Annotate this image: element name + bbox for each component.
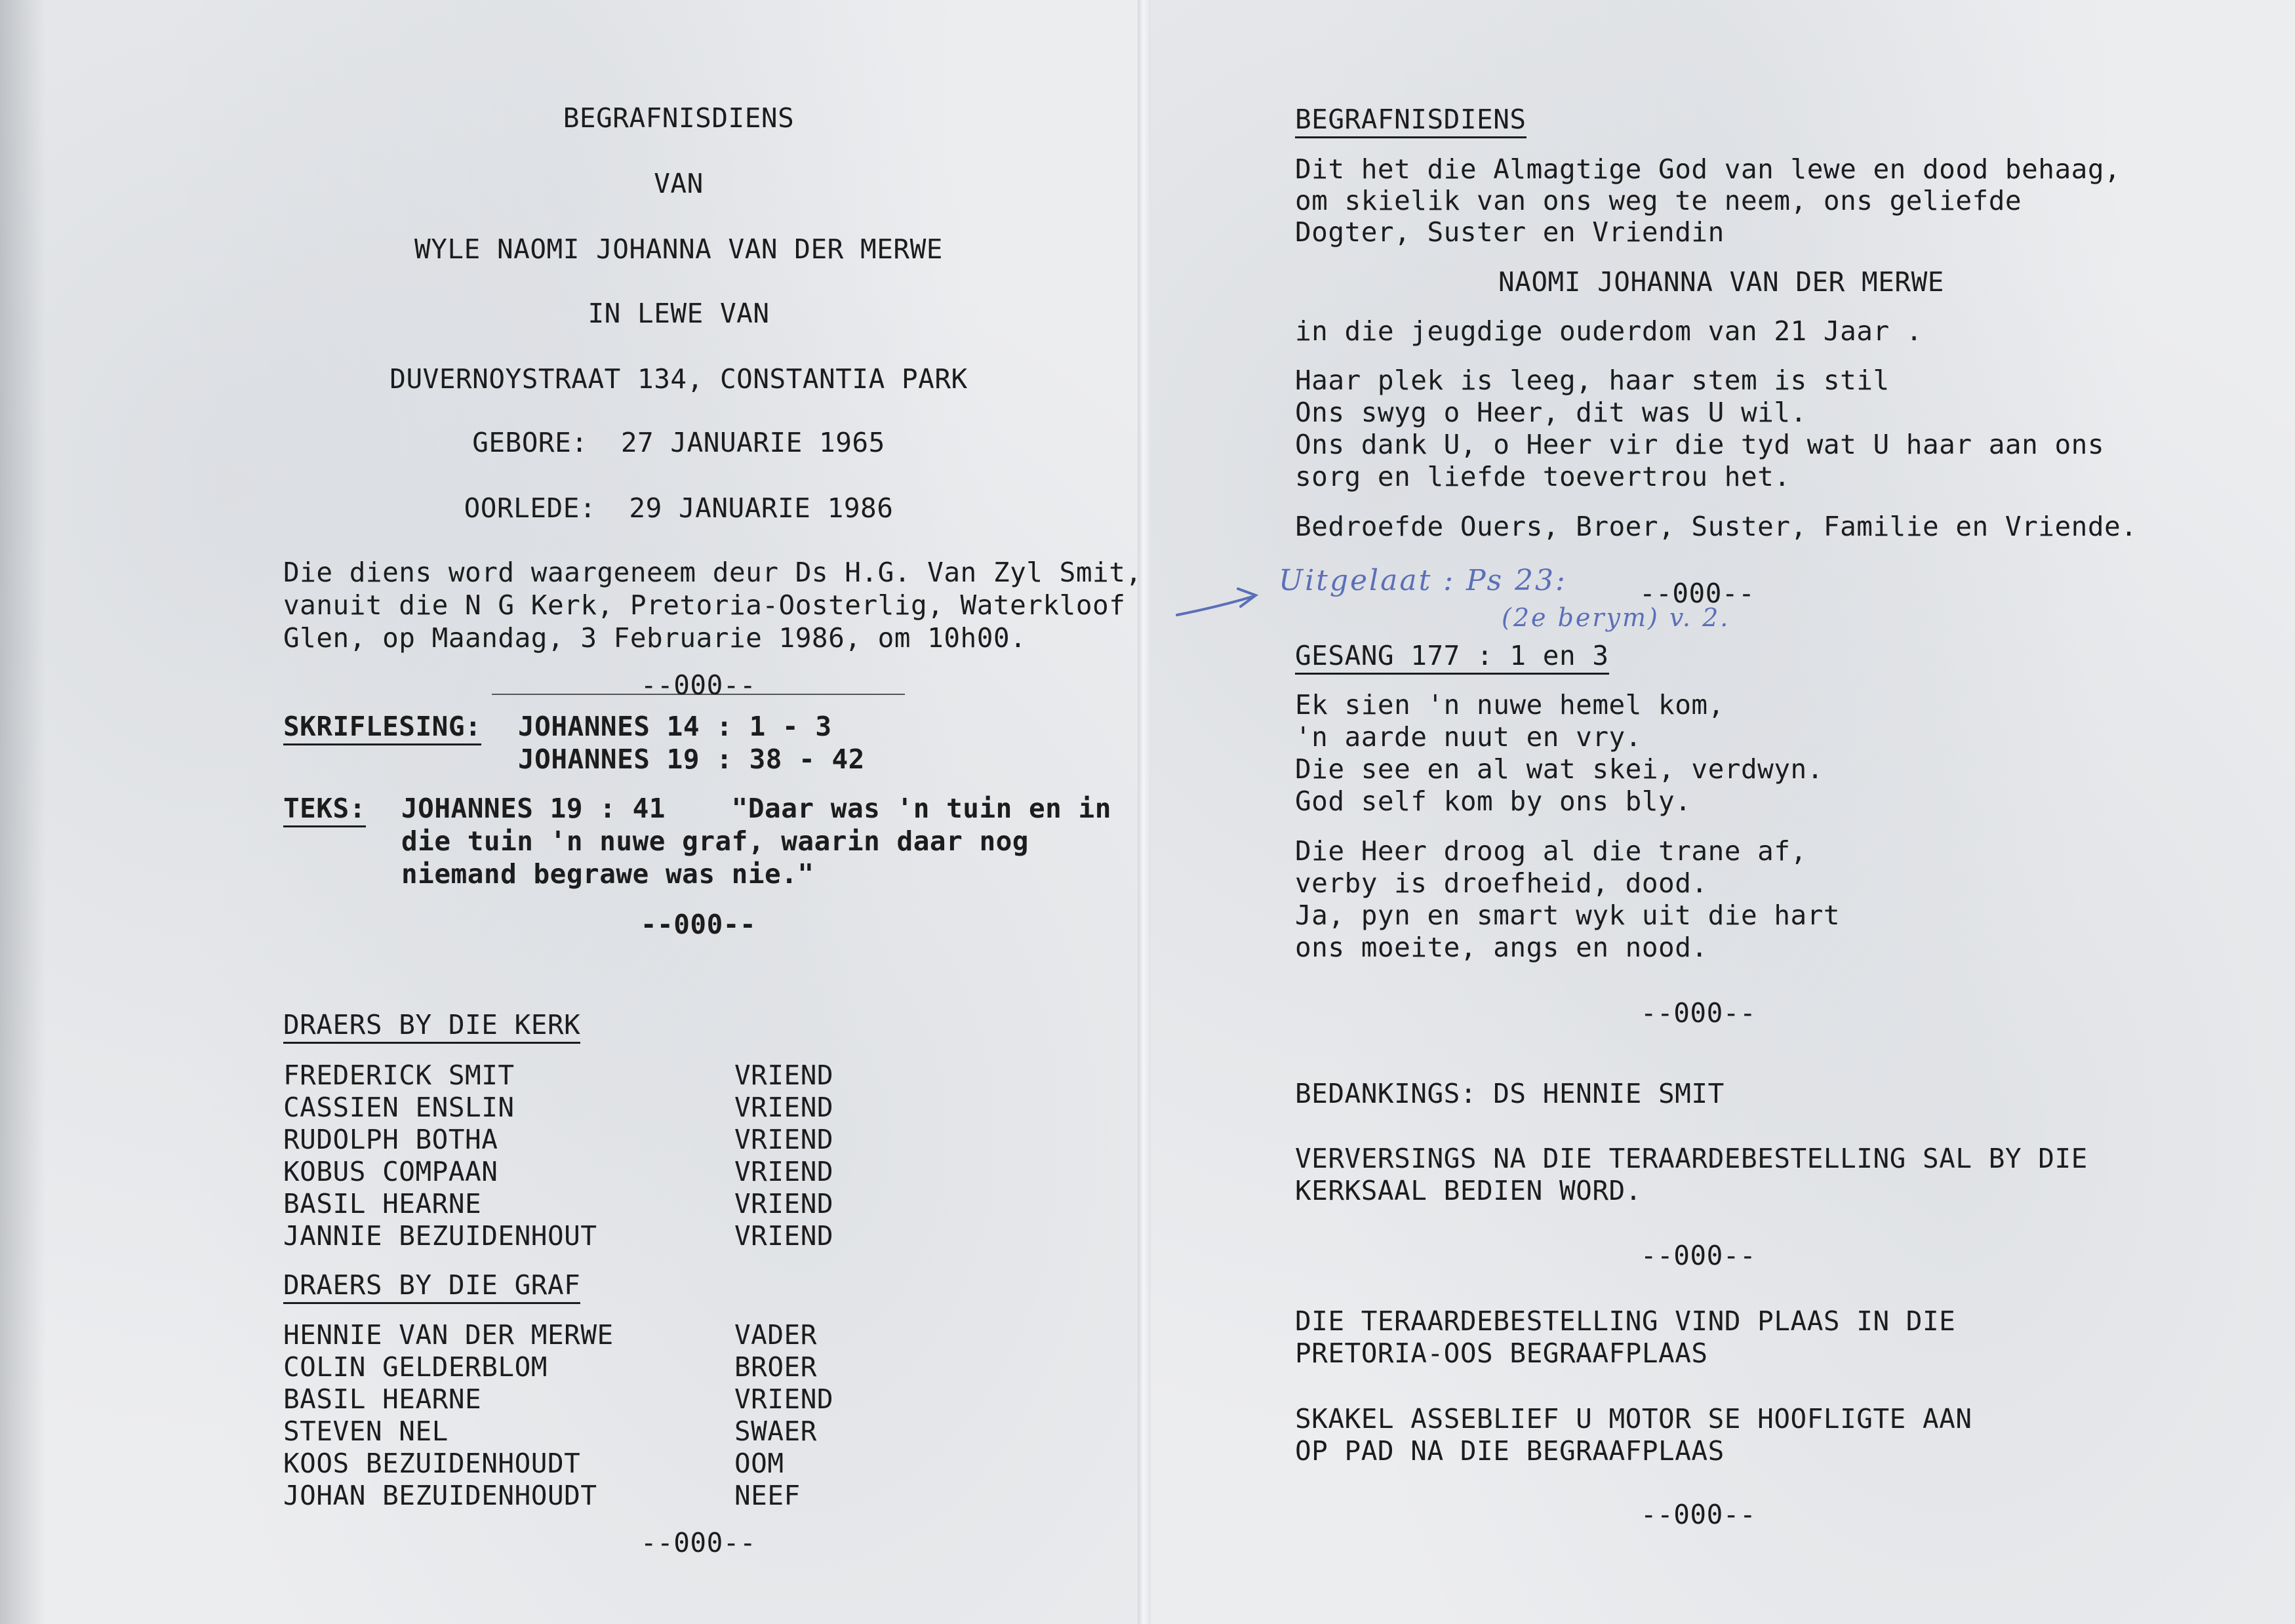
bearer-role: VRIEND: [734, 1383, 834, 1415]
service-line: Glen, op Maandag, 3 Februarie 1986, om 10h00.: [283, 622, 1027, 654]
bearer-name: RUDOLPH BOTHA: [283, 1124, 498, 1155]
in-lewe-van: IN LEWE VAN: [588, 298, 770, 329]
bearer-name: BASIL HEARNE: [283, 1383, 482, 1415]
bearer-role: VADER: [734, 1319, 817, 1351]
verversings-line: VERVERSINGS NA DIE TERAARDEBESTELLING SAL BY DIE: [1295, 1143, 2088, 1174]
intro-line: Dit het die Almagtige God van lewe en dood behaag,: [1295, 153, 2121, 185]
handwritten-note: (2e berym) v. 2.: [1502, 603, 1730, 632]
left-van: VAN: [654, 168, 704, 199]
died-date: OORLEDE: 29 JANUARIE 1986: [464, 492, 894, 524]
bearer-role: NEEF: [734, 1480, 801, 1511]
bearer-role: SWAER: [734, 1416, 817, 1447]
skakel-line: SKAKEL ASSEBLIEF U MOTOR SE HOOFLIGTE AAN: [1295, 1403, 1972, 1435]
verse-line: verby is droefheid, dood.: [1295, 867, 1708, 899]
handwritten-note: Uitgelaat : Ps 23:: [1279, 564, 1567, 597]
poem-line: Ons dank U, o Heer vir die tyd wat U haar aan ons: [1295, 429, 2105, 460]
bearer-name: STEVEN NEL: [283, 1416, 449, 1447]
verse-line: 'n aarde nuut en vry.: [1295, 721, 1642, 753]
poem-line: Haar plek is leeg, haar stem is stil: [1295, 365, 1890, 396]
bearer-name: JANNIE BEZUIDENHOUT: [283, 1220, 597, 1252]
bearer-role: VRIEND: [734, 1188, 834, 1219]
skakel-line: OP PAD NA DIE BEGRAAFPLAAS: [1295, 1435, 1725, 1467]
bearer-role: VRIEND: [734, 1092, 834, 1123]
right-title: BEGRAFNISDIENS: [1295, 103, 1527, 136]
verse-line: Die see en al wat skei, verdwyn.: [1295, 753, 1824, 785]
verse-line: ons moeite, angs en nood.: [1295, 932, 1708, 963]
teks-label: TEKS:: [283, 792, 366, 825]
bearer-role: VRIEND: [734, 1124, 834, 1155]
draers-graf-title: DRAERS BY DIE GRAF: [283, 1269, 580, 1301]
separator: --000--: [1640, 1499, 1757, 1530]
gesang-title: GESANG 177 : 1 en 3: [1295, 639, 1609, 672]
teraarde-line: PRETORIA-OOS BEGRAAFPLAAS: [1295, 1337, 1708, 1369]
separator: --000--: [640, 1527, 757, 1558]
verversings-line: KERKSAAL BEDIEN WORD.: [1295, 1175, 1642, 1206]
skriflesing-reference-2: JOHANNES 19 : 38 - 42: [518, 743, 865, 775]
separator: --000--: [640, 909, 757, 940]
bearer-name: BASIL HEARNE: [283, 1188, 482, 1219]
intro-line: om skielik van ons weg te neem, ons geliefde: [1295, 185, 2022, 216]
deceased-name: WYLE NAOMI JOHANNA VAN DER MERWE: [414, 233, 943, 265]
verse-line: Ja, pyn en smart wyk uit die hart: [1295, 900, 1841, 931]
service-line: vanuit die N G Kerk, Pretoria-Oosterlig, Waterkloof: [283, 589, 1126, 621]
bearer-name: KOOS BEZUIDENHOUDT: [283, 1448, 581, 1479]
separator: --000--: [1640, 1240, 1757, 1271]
bearer-name: KOBUS COMPAAN: [283, 1156, 498, 1187]
verse-line: Ek sien 'n nuwe hemel kom,: [1295, 689, 1725, 721]
teks-line: niemand begrawe was nie.": [401, 858, 814, 890]
page-fold: [1138, 0, 1151, 1624]
born-date: GEBORE: 27 JANUARIE 1965: [472, 427, 885, 458]
verse-line: Die Heer droog al die trane af,: [1295, 835, 1807, 867]
bearer-role: VRIEND: [734, 1156, 834, 1187]
skriflesing-reference-1: JOHANNES 14 : 1 - 3: [518, 711, 832, 742]
bearer-role: VRIEND: [734, 1220, 834, 1252]
skriflesing-label: SKRIFLESING:: [283, 710, 481, 743]
bearer-role: VRIEND: [734, 1060, 834, 1091]
address: DUVERNOYSTRAAT 134, CONSTANTIA PARK: [389, 363, 968, 395]
teks-line: die tuin 'n nuwe graf, waarin daar nog: [401, 825, 1029, 857]
poem-line: Ons swyg o Heer, dit was U wil.: [1295, 397, 1807, 428]
arrow-icon: [1174, 577, 1266, 623]
bearer-name: CASSIEN ENSLIN: [283, 1092, 515, 1123]
teks-line: JOHANNES 19 : 41 "Daar was 'n tuin en in: [401, 793, 1111, 824]
teraarde-line: DIE TERAARDEBESTELLING VIND PLAAS IN DIE: [1295, 1305, 1956, 1337]
right-deceased-name: NAOMI JOHANNA VAN DER MERWE: [1498, 266, 1944, 298]
bearer-name: COLIN GELDERBLOM: [283, 1351, 548, 1383]
page-edge-shadow: [0, 0, 46, 1624]
mourners-line: Bedroefde Ouers, Broer, Suster, Familie en Vriende.: [1295, 511, 2138, 542]
separator: --000--: [640, 669, 757, 701]
bearer-name: JOHAN BEZUIDENHOUDT: [283, 1480, 597, 1511]
bearer-name: HENNIE VAN DER MERWE: [283, 1319, 614, 1351]
bearer-name: FREDERICK SMIT: [283, 1060, 515, 1091]
draers-kerk-title: DRAERS BY DIE KERK: [283, 1008, 580, 1041]
bearer-role: BROER: [734, 1351, 817, 1383]
age-line: in die jeugdige ouderdom van 21 Jaar .: [1295, 315, 1923, 347]
left-title: BEGRAFNISDIENS: [563, 102, 795, 134]
poem-line: sorg en liefde toevertrou het.: [1295, 461, 1791, 492]
intro-line: Dogter, Suster en Vriendin: [1295, 216, 1725, 248]
separator: --000--: [1639, 578, 1755, 609]
separator: --000--: [1640, 997, 1757, 1029]
bedankings: BEDANKINGS: DS HENNIE SMIT: [1295, 1078, 1725, 1109]
bearer-role: OOM: [734, 1448, 784, 1479]
service-line: Die diens word waargeneem deur Ds H.G. Van Zyl Smit,: [283, 557, 1142, 588]
verse-line: God self kom by ons bly.: [1295, 785, 1692, 817]
